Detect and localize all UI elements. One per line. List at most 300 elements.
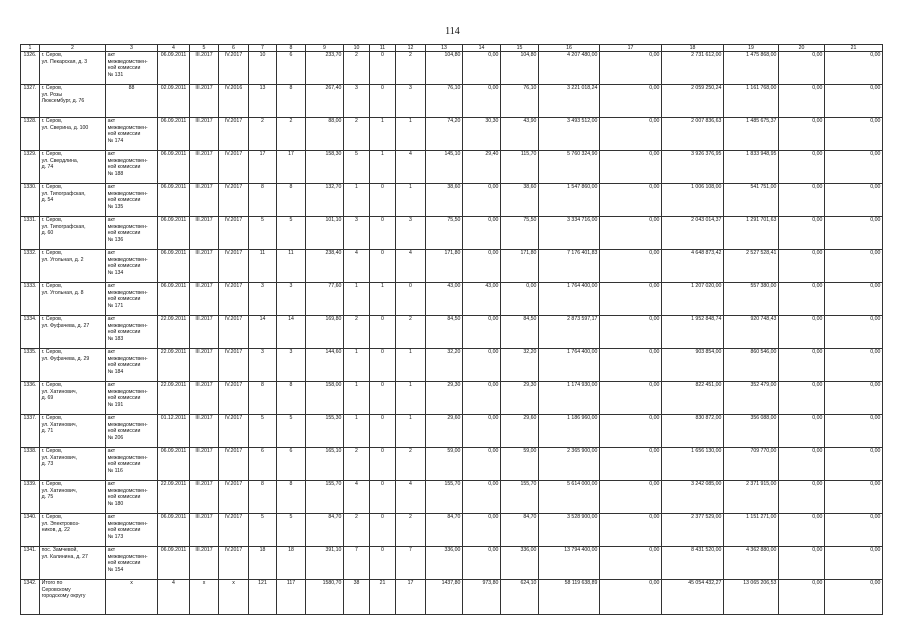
cell-item-number: 1336. <box>21 382 40 415</box>
cell-extra-1: 0,00 <box>779 481 825 514</box>
cell-rooms-owned: 0 <box>370 85 396 118</box>
cell-cost-total: 2 365 900,00 <box>539 448 600 481</box>
column-number-14: 14 <box>463 45 501 52</box>
cell-area-owned: 0,00 <box>463 382 501 415</box>
cell-area-municipal: 84,70 <box>501 514 539 547</box>
cell-area-total: 238,40 <box>306 250 344 283</box>
cell-fund-federal: 0,00 <box>600 349 662 382</box>
cell-area-relocated: 74,20 <box>426 118 463 151</box>
cell-extra-1: 0,00 <box>779 283 825 316</box>
cell-address: г. Серов, ул. Хатинович, д. 73 <box>40 448 106 481</box>
cell-fund-federal: 0,00 <box>600 250 662 283</box>
cell-residents-relocated: 117 <box>277 580 306 615</box>
cell-rooms-municipal: 7 <box>396 547 426 580</box>
cell-plan-start: III.2017 <box>190 481 219 514</box>
table-row <box>21 184 883 217</box>
cell-rooms-municipal: 1 <box>396 382 426 415</box>
cell-extra-1: 0,00 <box>779 184 825 217</box>
cell-document-date: 06.09.2011 <box>158 151 190 184</box>
cell-area-owned: 43,00 <box>463 283 501 316</box>
cell-document-date: 06.09.2011 <box>158 514 190 547</box>
cell-fund-local: 1 291 701,63 <box>724 217 779 250</box>
cell-residents-relocated: 8 <box>277 184 306 217</box>
cell-fund-federal: 0,00 <box>600 85 662 118</box>
cell-plan-start: III.2017 <box>190 118 219 151</box>
cell-residents-relocated: 8 <box>277 382 306 415</box>
cell-document-date: 06.09.2011 <box>158 118 190 151</box>
cell-plan-end: IV.2017 <box>219 283 249 316</box>
cell-document: акт межведомствен- ной комиссии № 154 <box>106 547 158 580</box>
cell-fund-regional: 2 007 836,63 <box>662 118 724 151</box>
cell-extra-2: 0,00 <box>825 151 883 184</box>
cell-plan-start: III.2017 <box>190 415 219 448</box>
cell-area-owned: 0,00 <box>463 448 501 481</box>
cell-extra-1: 0,00 <box>779 448 825 481</box>
cell-area-municipal: 0,00 <box>501 283 539 316</box>
cell-area-total: 144,60 <box>306 349 344 382</box>
cell-residents-total: 5 <box>249 217 277 250</box>
cell-extra-1: 0,00 <box>779 547 825 580</box>
cell-cost-total: 3 493 512,00 <box>539 118 600 151</box>
cell-area-municipal: 43,90 <box>501 118 539 151</box>
cell-residents-total: 14 <box>249 316 277 349</box>
cell-area-total: 233,70 <box>306 52 344 85</box>
cell-address: г. Серов, ул. Хатинович, д. 75 <box>40 481 106 514</box>
cell-rooms-owned: 0 <box>370 316 396 349</box>
column-number-18: 18 <box>662 45 724 52</box>
cell-item-number: 1337. <box>21 415 40 448</box>
cell-rooms-municipal: 4 <box>396 481 426 514</box>
page-number: 114 <box>445 26 460 37</box>
cell-plan-start: III.2017 <box>190 448 219 481</box>
cell-rooms-municipal: 17 <box>396 580 426 615</box>
cell-residents-total: 8 <box>249 481 277 514</box>
cell-fund-federal: 0,00 <box>600 316 662 349</box>
cell-extra-1: 0,00 <box>779 85 825 118</box>
cell-fund-federal: 0,00 <box>600 448 662 481</box>
cell-address: г. Серов, ул. Свердлина, д. 74 <box>40 151 106 184</box>
cell-rooms-total: 1 <box>344 382 370 415</box>
cell-rooms-owned: 0 <box>370 184 396 217</box>
cell-document-date: 22.09.2011 <box>158 316 190 349</box>
cell-plan-start: III.2017 <box>190 151 219 184</box>
cell-item-number: 1333. <box>21 283 40 316</box>
cell-cost-total: 5 760 324,90 <box>539 151 600 184</box>
cell-area-municipal: 115,70 <box>501 151 539 184</box>
cell-rooms-municipal: 1 <box>396 184 426 217</box>
cell-document: акт межведомствен- ной комиссии № 171 <box>106 283 158 316</box>
cell-document: акт межведомствен- ной комиссии № 134 <box>106 250 158 283</box>
cell-fund-federal: 0,00 <box>600 184 662 217</box>
cell-extra-2: 0,00 <box>825 184 883 217</box>
cell-address: пос. Замчевой, ул. Калинина, д. 27 <box>40 547 106 580</box>
cell-item-number: 1341. <box>21 547 40 580</box>
cell-rooms-owned: 0 <box>370 481 396 514</box>
cell-area-owned: 29,40 <box>463 151 501 184</box>
cell-residents-total: 121 <box>249 580 277 615</box>
cell-area-relocated: 29,30 <box>426 382 463 415</box>
cell-extra-1: 0,00 <box>779 316 825 349</box>
cell-area-relocated: 104,80 <box>426 52 463 85</box>
cell-fund-federal: 0,00 <box>600 382 662 415</box>
cell-rooms-municipal: 2 <box>396 514 426 547</box>
cell-area-municipal: 59,00 <box>501 448 539 481</box>
cell-residents-total: 11 <box>249 250 277 283</box>
cell-cost-total: 1 186 960,00 <box>539 415 600 448</box>
cell-document: 88 <box>106 85 158 118</box>
cell-area-total: 101,10 <box>306 217 344 250</box>
cell-area-owned: 0,00 <box>463 217 501 250</box>
column-number-1: 1 <box>21 45 40 52</box>
cell-residents-total: 5 <box>249 415 277 448</box>
cell-area-relocated: 84,50 <box>426 316 463 349</box>
cell-rooms-owned: 0 <box>370 250 396 283</box>
cell-document: акт межведомствен- ной комиссии № 116 <box>106 448 158 481</box>
cell-area-municipal: 75,50 <box>501 217 539 250</box>
cell-cost-total: 58 119 638,89 <box>539 580 600 615</box>
cell-cost-total: 5 614 000,00 <box>539 481 600 514</box>
cell-extra-2: 0,00 <box>825 118 883 151</box>
cell-address: г. Серов, ул. Пекарская, д. 3 <box>40 52 106 85</box>
column-number-15: 15 <box>501 45 539 52</box>
cell-cost-total: 3 528 900,00 <box>539 514 600 547</box>
column-number-7: 7 <box>249 45 277 52</box>
cell-rooms-total: 2 <box>344 448 370 481</box>
cell-fund-regional: 3 926 376,95 <box>662 151 724 184</box>
cell-area-owned: 30,30 <box>463 118 501 151</box>
cell-fund-local: 1 161 768,00 <box>724 85 779 118</box>
cell-area-municipal: 32,20 <box>501 349 539 382</box>
cell-fund-federal: 0,00 <box>600 52 662 85</box>
cell-fund-local: 1 475 868,00 <box>724 52 779 85</box>
cell-rooms-municipal: 3 <box>396 85 426 118</box>
cell-rooms-total: 3 <box>344 85 370 118</box>
cell-fund-local: 1 151 271,00 <box>724 514 779 547</box>
cell-fund-regional: 2 043 014,37 <box>662 217 724 250</box>
cell-fund-federal: 0,00 <box>600 283 662 316</box>
register-table <box>20 44 883 615</box>
cell-rooms-municipal: 3 <box>396 217 426 250</box>
cell-rooms-total: 2 <box>344 118 370 151</box>
cell-area-total: 155,30 <box>306 415 344 448</box>
cell-rooms-total: 7 <box>344 547 370 580</box>
cell-area-municipal: 336,00 <box>501 547 539 580</box>
cell-area-relocated: 145,10 <box>426 151 463 184</box>
cell-rooms-owned: 0 <box>370 514 396 547</box>
cell-area-owned: 0,00 <box>463 481 501 514</box>
cell-item-number: 1327. <box>21 85 40 118</box>
cell-item-number: 1328. <box>21 118 40 151</box>
cell-residents-relocated: 17 <box>277 151 306 184</box>
cell-cost-total: 3 221 018,24 <box>539 85 600 118</box>
cell-rooms-owned: 1 <box>370 283 396 316</box>
cell-area-total: 169,80 <box>306 316 344 349</box>
cell-plan-start: III.2017 <box>190 52 219 85</box>
column-number-21: 21 <box>825 45 883 52</box>
cell-extra-1: 0,00 <box>779 415 825 448</box>
cell-plan-end: IV.2017 <box>219 514 249 547</box>
cell-item-number: 1338. <box>21 448 40 481</box>
cell-fund-local: 920 748,43 <box>724 316 779 349</box>
column-number-11: 11 <box>370 45 396 52</box>
cell-plan-start: III.2017 <box>190 514 219 547</box>
cell-area-municipal: 29,60 <box>501 415 539 448</box>
cell-fund-federal: 0,00 <box>600 580 662 615</box>
cell-area-owned: 973,80 <box>463 580 501 615</box>
cell-rooms-total: 4 <box>344 481 370 514</box>
cell-item-number: 1335. <box>21 349 40 382</box>
cell-extra-2: 0,00 <box>825 547 883 580</box>
cell-fund-regional: 1 006 108,00 <box>662 184 724 217</box>
cell-item-number: 1340. <box>21 514 40 547</box>
cell-document-date: 01.12.2011 <box>158 415 190 448</box>
cell-document-date: 06.09.2011 <box>158 547 190 580</box>
cell-extra-1: 0,00 <box>779 118 825 151</box>
cell-area-owned: 0,00 <box>463 415 501 448</box>
cell-residents-relocated: 5 <box>277 415 306 448</box>
column-number-19: 19 <box>724 45 779 52</box>
cell-residents-total: 8 <box>249 382 277 415</box>
cell-fund-local: 2 527 528,41 <box>724 250 779 283</box>
cell-area-relocated: 59,00 <box>426 448 463 481</box>
cell-residents-relocated: 14 <box>277 316 306 349</box>
cell-cost-total: 3 334 716,00 <box>539 217 600 250</box>
cell-residents-relocated: 8 <box>277 481 306 514</box>
table-row <box>21 250 883 283</box>
cell-plan-start: III.2017 <box>190 250 219 283</box>
cell-fund-local: 557 380,00 <box>724 283 779 316</box>
cell-document: акт межведомствен- ной комиссии № 180 <box>106 481 158 514</box>
cell-area-total: 1580,70 <box>306 580 344 615</box>
cell-item-number: 1342. <box>21 580 40 615</box>
cell-residents-total: 3 <box>249 349 277 382</box>
cell-extra-2: 0,00 <box>825 52 883 85</box>
cell-extra-2: 0,00 <box>825 448 883 481</box>
table-row <box>21 118 883 151</box>
cell-plan-end: IV.2017 <box>219 217 249 250</box>
cell-extra-2: 0,00 <box>825 580 883 615</box>
cell-residents-relocated: 18 <box>277 547 306 580</box>
total-row <box>21 580 883 615</box>
cell-plan-end: IV.2017 <box>219 382 249 415</box>
cell-area-total: 267,40 <box>306 85 344 118</box>
cell-area-owned: 0,00 <box>463 547 501 580</box>
cell-fund-regional: 1 952 848,74 <box>662 316 724 349</box>
cell-area-total: 132,70 <box>306 184 344 217</box>
cell-extra-1: 0,00 <box>779 514 825 547</box>
cell-residents-total: 8 <box>249 184 277 217</box>
cell-extra-2: 0,00 <box>825 217 883 250</box>
cell-item-number: 1339. <box>21 481 40 514</box>
column-numbers-row <box>21 45 883 52</box>
cell-extra-2: 0,00 <box>825 349 883 382</box>
cell-rooms-municipal: 0 <box>396 283 426 316</box>
cell-residents-total: 13 <box>249 85 277 118</box>
cell-rooms-municipal: 2 <box>396 52 426 85</box>
cell-rooms-total: 2 <box>344 514 370 547</box>
cell-area-relocated: 336,00 <box>426 547 463 580</box>
cell-document: акт межведомствен- ной комиссии № 174 <box>106 118 158 151</box>
cell-item-number: 1329. <box>21 151 40 184</box>
cell-area-relocated: 29,60 <box>426 415 463 448</box>
cell-rooms-municipal: 1 <box>396 349 426 382</box>
table-row <box>21 514 883 547</box>
cell-plan-start: III.2017 <box>190 316 219 349</box>
cell-residents-relocated: 11 <box>277 250 306 283</box>
cell-extra-2: 0,00 <box>825 514 883 547</box>
cell-extra-2: 0,00 <box>825 85 883 118</box>
cell-area-total: 88,00 <box>306 118 344 151</box>
cell-rooms-total: 38 <box>344 580 370 615</box>
cell-document: акт межведомствен- ной комиссии № 191 <box>106 382 158 415</box>
cell-area-total: 391,10 <box>306 547 344 580</box>
cell-plan-start: III.2017 <box>190 85 219 118</box>
cell-extra-1: 0,00 <box>779 382 825 415</box>
cell-address: г. Серов, ул. Хатинович, д. 71 <box>40 415 106 448</box>
cell-area-municipal: 29,30 <box>501 382 539 415</box>
cell-cost-total: 2 873 597,17 <box>539 316 600 349</box>
cell-plan-start: III.2017 <box>190 547 219 580</box>
table-row <box>21 85 883 118</box>
cell-address: г. Серов, ул. Фуфачева, д. 29 <box>40 349 106 382</box>
cell-plan-start: III.2017 <box>190 349 219 382</box>
cell-plan-start: III.2017 <box>190 184 219 217</box>
cell-item-number: 1326. <box>21 52 40 85</box>
cell-plan-start: III.2017 <box>190 217 219 250</box>
cell-area-owned: 0,00 <box>463 184 501 217</box>
cell-document: акт межведомствен- ной комиссии № 184 <box>106 349 158 382</box>
cell-fund-local: 709 770,00 <box>724 448 779 481</box>
cell-fund-local: 13 065 206,53 <box>724 580 779 615</box>
cell-fund-federal: 0,00 <box>600 217 662 250</box>
table-row <box>21 481 883 514</box>
cell-residents-relocated: 5 <box>277 217 306 250</box>
cell-rooms-owned: 0 <box>370 415 396 448</box>
cell-area-owned: 0,00 <box>463 514 501 547</box>
column-number-20: 20 <box>779 45 825 52</box>
cell-rooms-total: 1 <box>344 283 370 316</box>
cell-area-owned: 0,00 <box>463 250 501 283</box>
table-row <box>21 415 883 448</box>
cell-area-relocated: 76,10 <box>426 85 463 118</box>
cell-address: г. Серов, ул. Угольная, д. 8 <box>40 283 106 316</box>
cell-residents-relocated: 8 <box>277 85 306 118</box>
cell-area-total: 155,70 <box>306 481 344 514</box>
cell-rooms-owned: 0 <box>370 52 396 85</box>
cell-area-total: 158,30 <box>306 151 344 184</box>
cell-plan-end: IV.2017 <box>219 184 249 217</box>
cell-rooms-owned: 0 <box>370 547 396 580</box>
cell-fund-local: 541 751,00 <box>724 184 779 217</box>
cell-fund-federal: 0,00 <box>600 547 662 580</box>
cell-cost-total: 7 176 401,83 <box>539 250 600 283</box>
cell-cost-total: 1 764 400,00 <box>539 283 600 316</box>
cell-document-date: 06.09.2011 <box>158 250 190 283</box>
cell-rooms-total: 1 <box>344 184 370 217</box>
column-number-9: 9 <box>306 45 344 52</box>
cell-rooms-municipal: 4 <box>396 250 426 283</box>
cell-area-owned: 0,00 <box>463 349 501 382</box>
cell-extra-2: 0,00 <box>825 415 883 448</box>
cell-rooms-total: 4 <box>344 250 370 283</box>
cell-rooms-municipal: 2 <box>396 316 426 349</box>
column-number-12: 12 <box>396 45 426 52</box>
cell-residents-total: 10 <box>249 52 277 85</box>
column-number-6: 6 <box>219 45 249 52</box>
cell-plan-end: IV.2017 <box>219 481 249 514</box>
cell-extra-2: 0,00 <box>825 481 883 514</box>
cell-document-date: 06.09.2011 <box>158 283 190 316</box>
cell-plan-end: IV.2017 <box>219 151 249 184</box>
cell-extra-1: 0,00 <box>779 217 825 250</box>
cell-area-municipal: 104,80 <box>501 52 539 85</box>
cell-extra-1: 0,00 <box>779 52 825 85</box>
cell-plan-start: III.2017 <box>190 382 219 415</box>
cell-area-relocated: 1437,80 <box>426 580 463 615</box>
cell-rooms-owned: 1 <box>370 118 396 151</box>
cell-residents-relocated: 2 <box>277 118 306 151</box>
cell-fund-local: 356 088,00 <box>724 415 779 448</box>
cell-rooms-owned: 0 <box>370 382 396 415</box>
cell-document: акт межведомствен- ной комиссии № 135 <box>106 184 158 217</box>
cell-area-relocated: 32,20 <box>426 349 463 382</box>
column-number-3: 3 <box>106 45 158 52</box>
cell-fund-federal: 0,00 <box>600 415 662 448</box>
cell-extra-1: 0,00 <box>779 349 825 382</box>
column-number-13: 13 <box>426 45 463 52</box>
cell-fund-local: 860 546,00 <box>724 349 779 382</box>
cell-fund-local: 4 362 880,00 <box>724 547 779 580</box>
cell-area-municipal: 84,50 <box>501 316 539 349</box>
cell-fund-federal: 0,00 <box>600 481 662 514</box>
cell-document-date: 06.09.2011 <box>158 448 190 481</box>
cell-document: акт межведомствен- ной комиссии № 188 <box>106 151 158 184</box>
cell-plan-end: IV.2017 <box>219 415 249 448</box>
cell-area-relocated: 84,70 <box>426 514 463 547</box>
cell-fund-regional: 2 377 529,00 <box>662 514 724 547</box>
cell-rooms-owned: 0 <box>370 217 396 250</box>
cell-residents-relocated: 3 <box>277 283 306 316</box>
cell-fund-local: 1 833 948,95 <box>724 151 779 184</box>
cell-area-total: 158,00 <box>306 382 344 415</box>
cell-fund-regional: 3 242 085,00 <box>662 481 724 514</box>
cell-rooms-total: 5 <box>344 151 370 184</box>
cell-fund-regional: 903 854,00 <box>662 349 724 382</box>
cell-plan-end: IV.2017 <box>219 250 249 283</box>
cell-area-owned: 0,00 <box>463 85 501 118</box>
column-number-10: 10 <box>344 45 370 52</box>
cell-area-relocated: 75,50 <box>426 217 463 250</box>
cell-fund-regional: 45 054 432,27 <box>662 580 724 615</box>
cell-address: г. Серов, ул. Угольная, д. 2 <box>40 250 106 283</box>
cell-document: х <box>106 580 158 615</box>
cell-cost-total: 1 547 860,00 <box>539 184 600 217</box>
cell-fund-regional: 4 648 873,42 <box>662 250 724 283</box>
cell-document-date: 22.09.2011 <box>158 481 190 514</box>
cell-plan-end: IV.2017 <box>219 118 249 151</box>
cell-document-date: 02.09.2011 <box>158 85 190 118</box>
cell-document-date: 22.09.2011 <box>158 349 190 382</box>
table-row <box>21 151 883 184</box>
cell-extra-2: 0,00 <box>825 283 883 316</box>
cell-fund-regional: 2 731 612,00 <box>662 52 724 85</box>
cell-extra-2: 0,00 <box>825 382 883 415</box>
cell-rooms-municipal: 4 <box>396 151 426 184</box>
cell-document-date: 06.09.2011 <box>158 184 190 217</box>
cell-item-number: 1331. <box>21 217 40 250</box>
table-row <box>21 217 883 250</box>
cell-address: г. Серов, ул. Сверина, д. 100 <box>40 118 106 151</box>
